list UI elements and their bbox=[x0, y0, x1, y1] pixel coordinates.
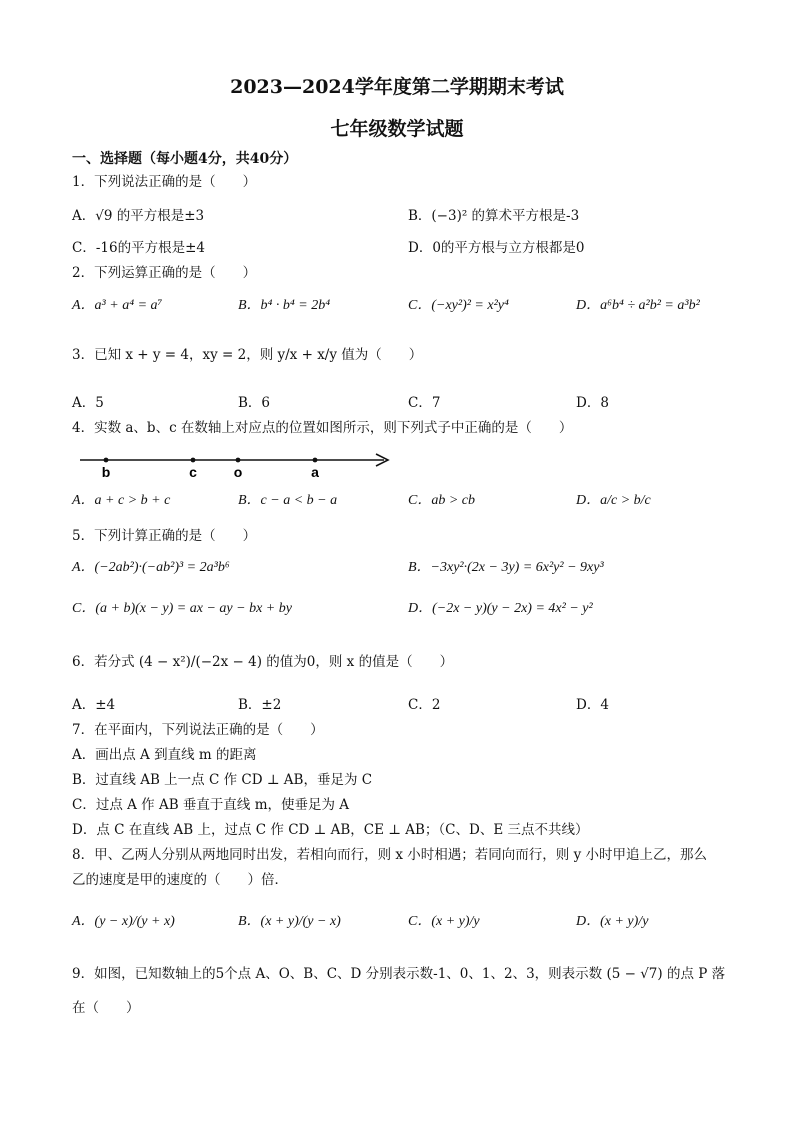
point-c bbox=[191, 458, 196, 463]
q3-option-b: B．6 bbox=[238, 395, 271, 411]
q3-option-d: D．8 bbox=[576, 395, 609, 411]
q4-option-b: B．c − a < b − a bbox=[238, 493, 338, 508]
q7-option-c: C．过点 A 作 AB 垂直于直线 m，使垂足为 A bbox=[72, 797, 350, 813]
q6-option-d: D．4 bbox=[576, 697, 609, 713]
q2-option-d: D．a⁶b⁴ ÷ a²b² = a³b² bbox=[576, 298, 700, 313]
exam-title: 2023—2024学年度第二学期期末考试 bbox=[230, 76, 564, 98]
label-o: o bbox=[233, 464, 243, 480]
q8-option-a: A．(y − x)/(y + x) bbox=[72, 914, 175, 929]
q7-stem: 7．在平面内，下列说法正确的是（ ） bbox=[72, 722, 324, 738]
q2-option-b: B．b⁴ · b⁴ = 2b⁴ bbox=[238, 298, 331, 313]
q7-option-d: D．点 C 在直线 AB 上，过点 C 作 CD ⊥ AB，CE ⊥ AB；（C、D、E 三点不共线） bbox=[72, 822, 589, 838]
exam-subtitle: 七年级数学试题 bbox=[330, 118, 464, 140]
q4-number-line bbox=[78, 448, 398, 480]
q1-option-b: B．(−3)² 的算术平方根是-3 bbox=[408, 208, 580, 224]
q8-stem-line1: 8．甲、乙两人分别从两地同时出发，若相向而行，则 x 小时相遇；若同向而行，则 y 小时甲追上乙，那么 bbox=[72, 847, 707, 863]
q1-option-a: A．√9 的平方根是±3 bbox=[72, 208, 205, 224]
q4-option-d: D．a/c > b/c bbox=[576, 493, 651, 508]
q2-option-c: C．(−xy²)² = x²y⁴ bbox=[408, 298, 509, 313]
q9-stem-line1: 9．如图，已知数轴上的5个点 A、O、B、C、D 分别表示数-1、0、1、2、3，则表示数 (5 − √7) 的点 P 落 bbox=[72, 966, 726, 982]
q7-option-b: B．过直线 AB 上一点 C 作 CD ⊥ AB，垂足为 C bbox=[72, 772, 373, 788]
q6-option-c: C．2 bbox=[408, 697, 441, 713]
label-a: a bbox=[311, 464, 319, 480]
q3-option-a: A．5 bbox=[72, 395, 104, 411]
q1-option-d: D．0的平方根与立方根都是0 bbox=[408, 240, 585, 256]
label-b: b bbox=[101, 464, 111, 480]
q4-option-c: C．ab > cb bbox=[408, 493, 475, 508]
q4-option-a: A．a + c > b + c bbox=[72, 493, 171, 508]
q3-option-c: C．7 bbox=[408, 395, 441, 411]
q7-option-a: A．画出点 A 到直线 m 的距离 bbox=[72, 747, 257, 763]
q8-option-c: C．(x + y)/y bbox=[408, 914, 480, 929]
q8-option-b: B．(x + y)/(y − x) bbox=[238, 914, 341, 929]
q8-option-d: D．(x + y)/y bbox=[576, 914, 649, 929]
q5-option-a: A．(−2ab²)·(−ab²)³ = 2a³b⁶ bbox=[72, 560, 230, 575]
q2-option-a: A．a³ + a⁴ = a⁷ bbox=[72, 298, 163, 313]
q2-stem: 2．下列运算正确的是（ ） bbox=[72, 265, 257, 281]
q5-stem: 5．下列计算正确的是（ ） bbox=[72, 528, 257, 544]
label-c: c bbox=[189, 464, 197, 480]
point-o bbox=[236, 458, 241, 463]
q1-stem: 1．下列说法正确的是（ ） bbox=[72, 174, 257, 190]
q6-option-b: B．±2 bbox=[238, 697, 282, 713]
section-heading: 一、选择题（每小题4分，共40分） bbox=[72, 151, 298, 167]
q6-option-a: A．±4 bbox=[72, 697, 116, 713]
q9-stem-line2: 在（ ） bbox=[72, 1000, 140, 1016]
q5-option-b: B．−3xy²·(2x − 3y) = 6x²y² − 9xy³ bbox=[408, 560, 604, 575]
q3-stem: 3．已知 x + y = 4，xy = 2，则 y/x + x/y 值为（ ） bbox=[72, 347, 423, 363]
q1-option-c: C．-16的平方根是±4 bbox=[72, 240, 205, 256]
q8-stem-line2: 乙的速度是甲的速度的（ ）倍． bbox=[72, 872, 288, 888]
point-b bbox=[104, 458, 109, 463]
q5-option-d: D．(−2x − y)(y − 2x) = 4x² − y² bbox=[408, 601, 593, 616]
q5-option-c: C．(a + b)(x − y) = ax − ay − bx + by bbox=[72, 601, 292, 616]
point-a bbox=[313, 458, 318, 463]
q4-stem: 4．实数 a、b、c 在数轴上对应点的位置如图所示，则下列式子中正确的是（ ） bbox=[72, 420, 573, 436]
q6-stem: 6．若分式 (4 − x²)/(−2x − 4) 的值为0，则 x 的值是（ ） bbox=[72, 654, 454, 670]
